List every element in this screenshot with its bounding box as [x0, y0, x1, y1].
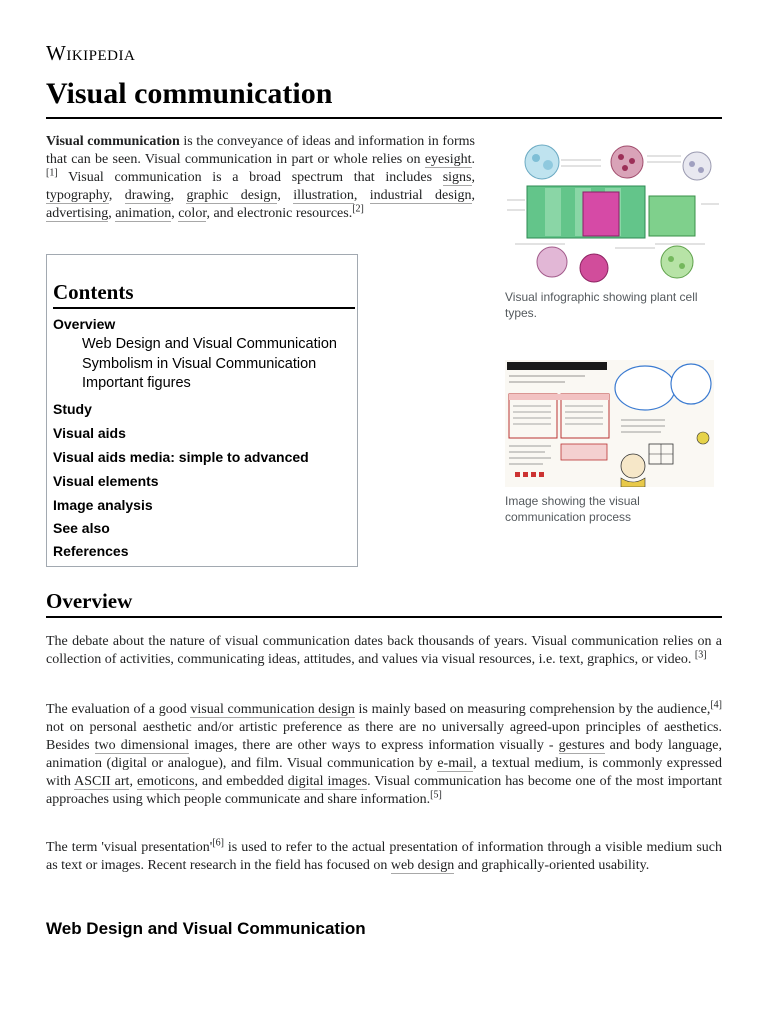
link-digital-images[interactable]: digital images [287, 774, 368, 789]
toc-item-references[interactable]: References [53, 542, 129, 559]
separator: , [471, 188, 476, 203]
paragraph-text: and graphically-oriented usability. [454, 858, 650, 873]
lead-paragraph [46, 133, 475, 223]
figure-caption: Image showing the visual communication process [505, 494, 640, 524]
lead-text: . [471, 152, 475, 167]
citation-6[interactable]: [6] [212, 837, 224, 849]
section-divider [46, 616, 722, 618]
paragraph-text: is mainly based on measuring comprehension by the audience, [354, 702, 711, 717]
link-graphic-design[interactable]: graphic design [186, 188, 278, 203]
paragraph-text: is used to refer to the actual presentation of information through a visible medium such as text or images. Recent research in the field has focused on [46, 840, 723, 873]
link-advertising[interactable]: advertising [46, 206, 109, 221]
figure-caption: Visual infographic showing plant cell types. [505, 290, 698, 320]
link-ascii-art[interactable]: ASCII art [74, 774, 130, 789]
link-illustration[interactable]: illustration [293, 188, 354, 203]
citation-4[interactable]: [4] [710, 699, 723, 711]
figure-plant-cells [505, 140, 720, 321]
overview-paragraph-1 [46, 633, 722, 669]
section-heading-overview: Overview [46, 589, 133, 613]
lead-text: , and electronic resources. [206, 206, 353, 221]
overview-paragraph-2 [46, 701, 722, 809]
link-animation[interactable]: animation [115, 206, 172, 221]
paragraph-text: images, there are other ways to express information visually - [189, 738, 559, 753]
paragraph-text: . Visual communication has become one of the most important approaches using which people communicate and share information. [46, 774, 723, 807]
link-email[interactable]: e-mail [437, 756, 474, 771]
separator: , [353, 188, 370, 203]
separator: , [129, 774, 137, 789]
link-eyesight[interactable]: eyesight [424, 152, 472, 167]
plant-cell-infographic-image[interactable] [505, 140, 720, 283]
page-title: Visual communication [46, 77, 333, 110]
link-emoticons[interactable]: emoticons [136, 774, 195, 789]
citation-1[interactable]: [1] [46, 167, 58, 179]
toc-list [53, 315, 353, 561]
toc-item-overview[interactable]: Overview [53, 316, 116, 332]
citation-3[interactable]: [3] [694, 649, 707, 661]
link-gestures[interactable]: gestures [558, 738, 605, 753]
paragraph-text: not on personal aesthetic and/or artistic preference as there are no universally agreed-upon principles of aesthetics. Besides [46, 720, 722, 753]
lead-text: Visual communication is a broad spectrum that includes [57, 170, 443, 185]
paragraph-text: , a textual medium, is commonly expressed with [46, 756, 722, 789]
overview-paragraph-3 [46, 839, 722, 875]
toc-item-web-design[interactable]: Web Design and Visual Communication [82, 336, 337, 352]
link-signs[interactable]: signs [442, 170, 472, 185]
title-divider [46, 117, 722, 119]
paragraph-text: The term 'visual presentation' [46, 840, 213, 855]
separator: , [277, 188, 294, 203]
separator: , [170, 188, 187, 203]
link-drawing[interactable]: drawing [124, 188, 171, 203]
toc-item-see-also[interactable]: See also [53, 519, 110, 536]
communication-process-image[interactable] [505, 360, 714, 487]
wikipedia-wordmark[interactable]: Wikipedia [46, 41, 136, 65]
toc-divider [53, 307, 355, 309]
link-two-dimensional[interactable]: two dimensional [94, 738, 190, 753]
paragraph-text: and body language, animation (digital or analogue), and film. Visual communication by [46, 738, 723, 771]
toc-item-visual-aids[interactable]: Visual aids [53, 424, 126, 441]
figure-process [505, 360, 720, 525]
separator: , [108, 206, 116, 221]
separator: , [108, 188, 125, 203]
subsection-heading-web-design: Web Design and Visual Communication [46, 919, 366, 938]
citation-5[interactable]: [5] [430, 789, 442, 801]
toc-item-study[interactable]: Study [53, 400, 92, 417]
toc-title: Contents [53, 280, 134, 304]
link-visual-communication-design[interactable]: visual communication design [190, 702, 355, 717]
separator: , [471, 170, 475, 185]
lead-text: is the conveyance of ideas and information in forms that can be seen. Visual communication in part or whole relies on [46, 134, 475, 167]
toc-item-important-figures[interactable]: Important figures [82, 375, 191, 391]
link-web-design[interactable]: web design [390, 858, 455, 873]
toc-item-visual-elements[interactable]: Visual elements [53, 472, 159, 489]
toc-item-visual-aids-media[interactable]: Visual aids media: simple to advanced [53, 448, 309, 465]
paragraph-text: The debate about the nature of visual communication dates back thousands of years. Visual communication relies on a collection of activities, communicating ideas, attitudes, and values via visual resources, i.e. text, graphics, or video. [46, 634, 722, 667]
toc-item-symbolism[interactable]: Symbolism in Visual Communication [82, 355, 317, 372]
link-industrial-design[interactable]: industrial design [369, 188, 472, 203]
paragraph-text: The evaluation of a good [46, 702, 191, 717]
paragraph-text: , and embedded [194, 774, 288, 789]
link-color[interactable]: color [178, 206, 207, 221]
separator: , [171, 206, 179, 221]
toc-item-image-analysis[interactable]: Image analysis [53, 496, 153, 513]
table-of-contents [46, 254, 358, 567]
lead-bold-term: Visual communication [46, 134, 180, 149]
citation-2[interactable]: [2] [352, 203, 364, 215]
link-typography[interactable]: typography [46, 188, 109, 203]
